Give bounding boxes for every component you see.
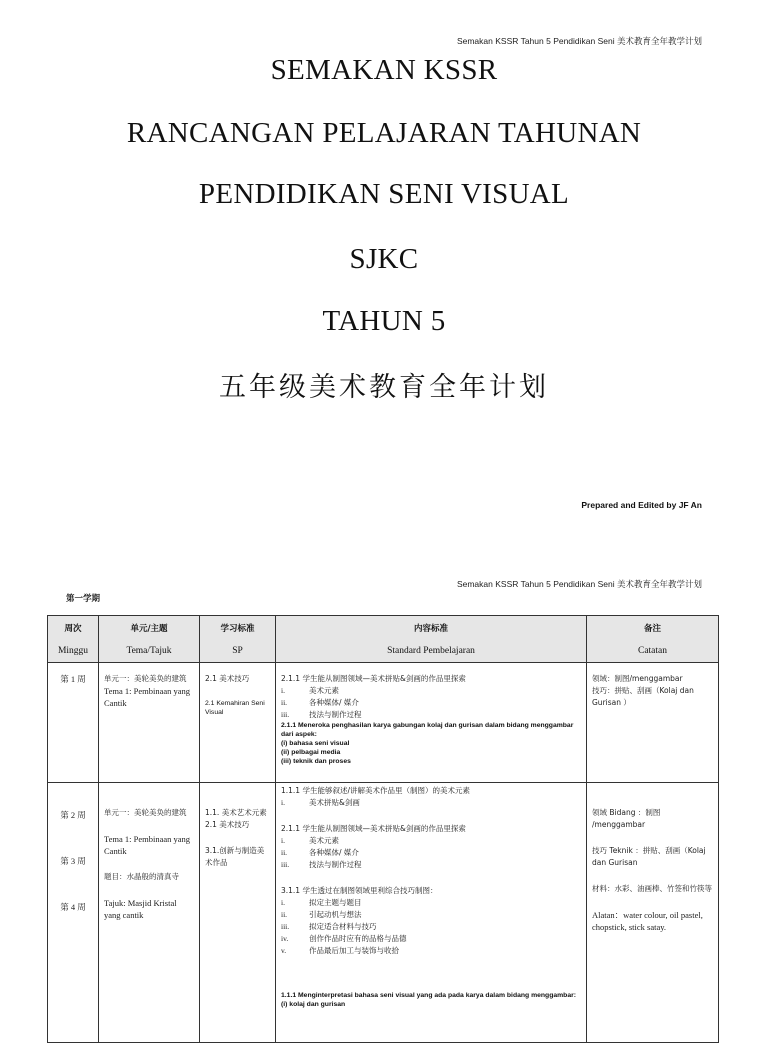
page-header: Semakan KSSR Tahun 5 Pendidikan Seni 美术教育全年教学计划	[456, 36, 702, 46]
page-header-2: Semakan KSSR Tahun 5 Pendidikan Seni 美术教育全年教学计划	[456, 579, 702, 589]
sp-cell: 1.1. 美术艺术元素 2.1 美术技巧 3.1.创新与制造美术作品	[200, 783, 276, 1043]
column-header-standard: 内容标准 Standard Pembelajaran	[276, 616, 587, 663]
notes-cell: 领域：制图/menggambar 技巧：拼贴、刮画（Kolaj dan Gurisan ）	[587, 663, 719, 783]
title-line-4: SJKC	[349, 243, 419, 275]
lesson-plan-table	[47, 615, 719, 1043]
title-line-1: SEMAKAN KSSR	[270, 54, 498, 86]
column-header-week: 周次 Minggu	[48, 616, 99, 663]
title-line-2: RANCANGAN PELAJARAN TAHUNAN	[126, 117, 642, 149]
table-row	[48, 783, 719, 1043]
title-line-3: PENDIDIKAN SENI VISUAL	[198, 178, 570, 210]
sp-cell: 2.1 美术技巧 2.1 Kemahiran Seni Visual	[200, 663, 276, 783]
column-header-sp: 学习标准 SP	[200, 616, 276, 663]
prepared-by: Prepared and Edited by JF An	[581, 500, 702, 510]
notes-cell: 领域 Bidang ：制图 /menggambar 技巧 Teknik ：拼贴、刮画（Kolaj dan Gurisan 材料：水彩、油画棒、竹签和竹筷等 Alatan：water colour, oil pastel, chopstick, stick satay.	[587, 783, 719, 1043]
table-row	[48, 663, 719, 783]
table-header-row	[48, 616, 719, 663]
standard-cell: 1.1.1 学生能够叙述/讲解美术作品里（制图）的美术元素 i. 美术拼贴&剑画 2.1.1 学生能从制图领域—美术拼贴&剑画的作品里探索 i. 美术元素 ii. 各种媒体/ 媒介 iii. 技法与制作过程 3.1.1 学生透过在制图领域里利综合技巧制图： i. 拟定主题与题目 ii. 引起动机与想法 iii. 拟定适合材料与技巧 iv. 创作作品时应有的品格与品德 v. 作品最后加工与装饰与收拾 1.1.1 Menginterpretasi bahasa seni visual yang ada pada karya dalam bidang menggambar: (i) kolaj dan gurisan	[276, 783, 587, 1043]
term-label: 第一学期	[66, 594, 101, 604]
week-cell: 第 2 周 第 3 周 第 4 周	[48, 783, 99, 1043]
column-header-notes: 备注 Catatan	[587, 616, 719, 663]
theme-cell: 单元一：美轮美奂的建筑 Tema 1: Pembinaan yang Cantik	[99, 663, 200, 783]
standard-cell: 2.1.1 学生能从制图领域—美术拼贴&剑画的作品里探索 i. 美术元素 ii. 各种媒体/ 媒介 iii. 技法与制作过程 2.1.1 Meneroka penghasilan karya gabungan kolaj dan gurisan dalam bidang menggambar dari aspek: (i) bahasa seni visual (ii) pelbagai media (iii) teknik dan proses	[276, 663, 587, 783]
theme-cell: 单元一：美轮美奂的建筑 Tema 1: Pembinaan yang Cantik 题目：水晶般的清真寺 Tajuk: Masjid Kristal yang cantik	[99, 783, 200, 1043]
column-header-theme: 单元/主题 Tema/Tajuk	[99, 616, 200, 663]
title-line-6: 五年级美术教育全年计划	[219, 372, 549, 403]
week-cell: 第 1 周	[48, 663, 99, 783]
title-line-5: TAHUN 5	[322, 305, 446, 337]
